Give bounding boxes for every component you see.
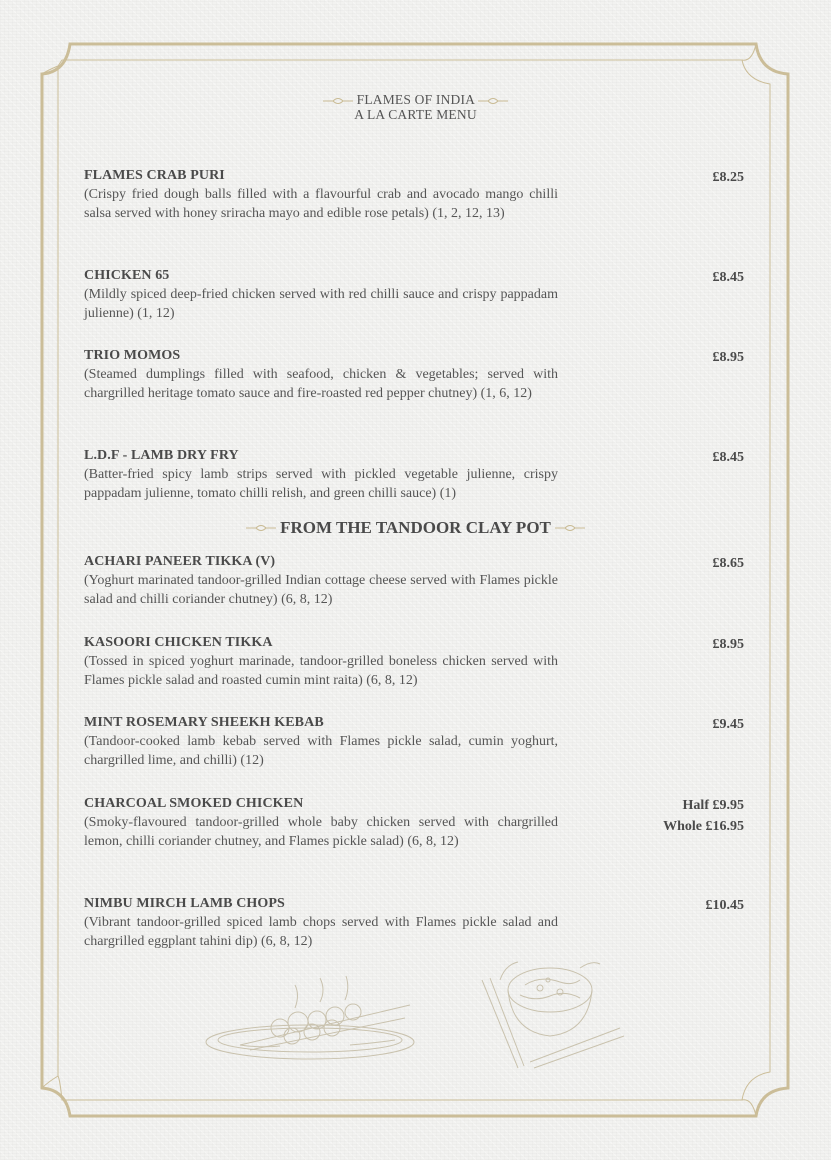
item-description: (Smoky-flavoured tandoor-grilled whole baby chicken served with chargrilled lemon, chilli coriander chutney, and Flames pickle salad) (6, 8, 12): [84, 815, 558, 849]
item-description: (Crispy fried dough balls filled with a flavourful crab and avocado mango chilli salsa served with honey sriracha mayo and edible rose petals) (1, 2, 12, 13): [84, 187, 558, 221]
item-price: £8.95: [712, 350, 744, 365]
noodle-bowl-icon: [482, 962, 624, 1068]
item-price-half: Half £9.95: [682, 798, 744, 813]
ornament-left-icon: [323, 96, 353, 106]
menu-item-sheekh-kebab: [84, 714, 744, 770]
section-heading-tandoor: [0, 516, 831, 539]
item-price: £8.25: [712, 170, 744, 185]
menu-item-trio-momos: [84, 347, 744, 403]
menu-item-nimbu-mirch-lamb-chops: [84, 895, 744, 951]
item-description: (Vibrant tandoor-grilled spiced lamb chops served with Flames pickle salad and chargrilled eggplant tahini dip) (6, 8, 12): [84, 915, 558, 949]
ornament-left-icon: [246, 523, 276, 533]
item-description: (Mildly spiced deep-fried chicken served with red chilli sauce and crispy pappadam julienne) (1, 12): [84, 287, 558, 321]
menu-item-achari-paneer-tikka: [84, 553, 744, 609]
menu-item-chicken-65: [84, 267, 744, 323]
item-name: ACHARI PANEER TIKKA (V): [84, 554, 276, 569]
item-description: (Yoghurt marinated tandoor-grilled Indian cottage cheese served with Flames pickle salad and chilli coriander chutney) (6, 8, 12): [84, 573, 558, 607]
restaurant-name: FLAMES OF INDIA: [356, 92, 475, 107]
item-name: MINT ROSEMARY SHEEKH KEBAB: [84, 715, 324, 730]
item-price: £9.45: [712, 717, 744, 732]
item-description: (Tossed in spiced yoghurt marinade, tandoor-grilled boneless chicken served with Flames pickle salad and roasted cumin mint raita) (6, 8, 12): [84, 654, 558, 688]
item-price: £8.65: [712, 556, 744, 571]
ornament-right-icon: [555, 523, 585, 533]
menu-title: A LA CARTE MENU: [354, 107, 477, 122]
item-price: £8.45: [712, 270, 744, 285]
item-name: CHARCOAL SMOKED CHICKEN: [84, 796, 304, 811]
menu-header: [0, 92, 831, 122]
menu-item-kasoori-chicken-tikka: [84, 634, 744, 690]
item-price: £8.95: [712, 637, 744, 652]
menu-item-lamb-dry-fry: [84, 447, 744, 503]
item-price: £8.45: [712, 450, 744, 465]
item-name: KASOORI CHICKEN TIKKA: [84, 635, 273, 650]
menu-item-crab-puri: [84, 167, 744, 223]
section-title: FROM THE TANDOOR CLAY POT: [280, 518, 551, 538]
item-name: FLAMES CRAB PURI: [84, 168, 225, 183]
food-illustration: [200, 950, 630, 1080]
item-description: (Batter-fried spicy lamb strips served with pickled vegetable julienne, crispy pappadam julienne, tomato chilli relish, and green chilli sauce) (1): [84, 467, 558, 501]
item-name: NIMBU MIRCH LAMB CHOPS: [84, 896, 285, 911]
item-price-whole: Whole £16.95: [663, 819, 744, 834]
item-name: L.D.F - LAMB DRY FRY: [84, 448, 239, 463]
item-price: [663, 795, 744, 837]
item-description: (Steamed dumplings filled with seafood, chicken & vegetables; served with chargrilled heritage tomato sauce and fire-roasted red pepper chutney) (1, 6, 12): [84, 367, 558, 401]
menu-item-charcoal-smoked-chicken: [84, 795, 744, 851]
item-name: CHICKEN 65: [84, 268, 170, 283]
ornament-right-icon: [478, 96, 508, 106]
item-name: TRIO MOMOS: [84, 348, 181, 363]
item-price: £10.45: [705, 898, 744, 913]
item-description: (Tandoor-cooked lamb kebab served with Flames pickle salad, cumin yoghurt, chargrilled lime, and chilli) (12): [84, 734, 558, 768]
kebab-plate-icon: [206, 976, 414, 1059]
